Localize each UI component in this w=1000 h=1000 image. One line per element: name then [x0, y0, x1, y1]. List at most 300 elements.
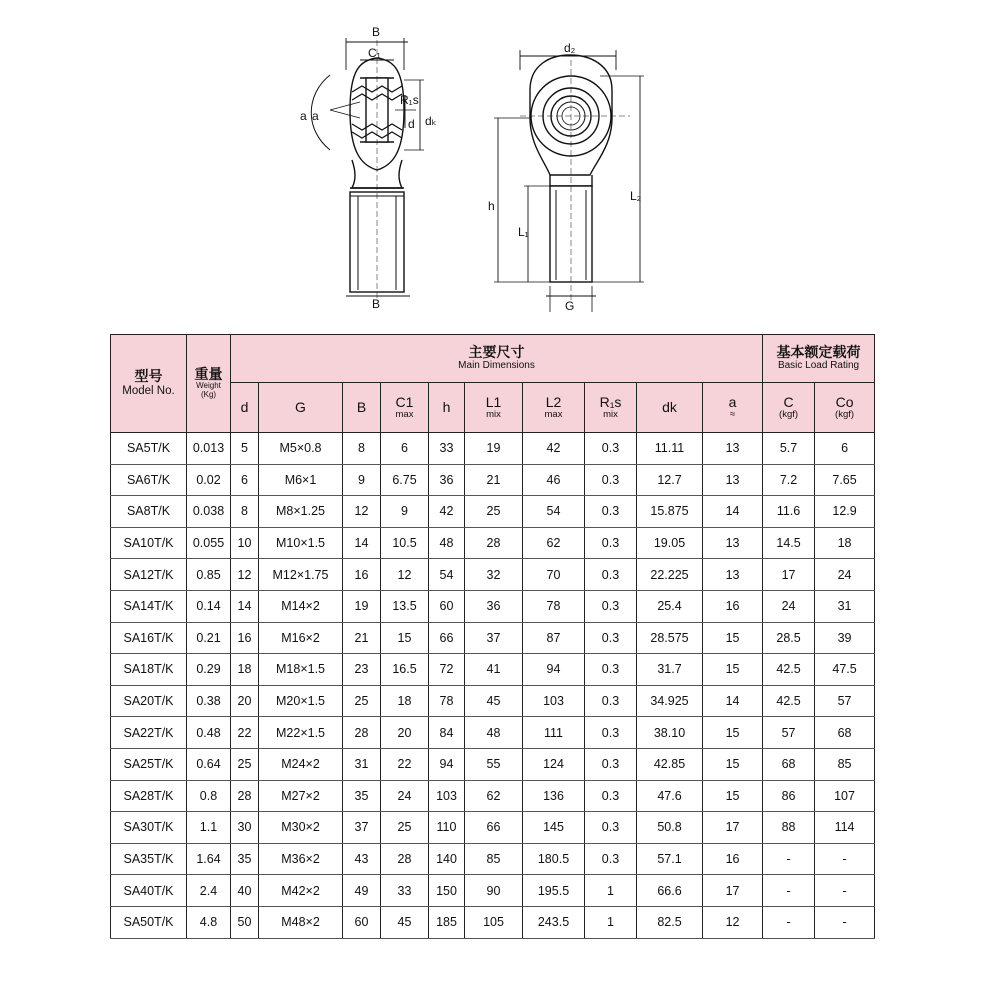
col-header-label: Co — [835, 394, 854, 411]
table-row — [111, 780, 875, 812]
cell-weight: 2.4 — [187, 875, 231, 907]
cell-model: SA5T/K — [111, 433, 187, 465]
cell-c1: 28 — [381, 843, 429, 875]
cell-model: SA10T/K — [111, 527, 187, 559]
cell-co: 7.65 — [815, 464, 875, 496]
cell-c: 11.6 — [763, 496, 815, 528]
cell-d: 50 — [231, 906, 259, 938]
cell-model: SA12T/K — [111, 559, 187, 591]
technical-drawings — [0, 0, 1000, 330]
col-header-label: C1 — [395, 394, 414, 411]
cell-g: M48×2 — [259, 906, 343, 938]
label-B-bottom: B — [372, 297, 381, 311]
cell-g: M12×1.75 — [259, 559, 343, 591]
cell-l2: 87 — [523, 622, 585, 654]
table-row — [111, 654, 875, 686]
cell-d: 8 — [231, 496, 259, 528]
label-h: h — [488, 199, 495, 213]
col-header-label: h — [442, 399, 451, 416]
cell-b: 28 — [343, 717, 381, 749]
table-row — [111, 875, 875, 907]
cell-r1s: 0.3 — [585, 685, 637, 717]
col-header-g — [259, 383, 343, 433]
cell-b: 21 — [343, 622, 381, 654]
cell-h: 48 — [429, 527, 465, 559]
header-load-zh: 基本额定载荷 — [776, 344, 861, 361]
cell-r1s: 0.3 — [585, 496, 637, 528]
cell-c1: 33 — [381, 875, 429, 907]
cell-l1: 62 — [465, 780, 523, 812]
cell-c: - — [763, 875, 815, 907]
cell-weight: 0.85 — [187, 559, 231, 591]
cell-r1s: 0.3 — [585, 433, 637, 465]
cell-c1: 13.5 — [381, 590, 429, 622]
cell-r1s: 0.3 — [585, 812, 637, 844]
cell-d: 35 — [231, 843, 259, 875]
cell-l1: 48 — [465, 717, 523, 749]
cell-l1: 45 — [465, 685, 523, 717]
cell-co: 114 — [815, 812, 875, 844]
cell-r1s: 0.3 — [585, 843, 637, 875]
cell-weight: 0.14 — [187, 590, 231, 622]
cell-weight: 0.21 — [187, 622, 231, 654]
cell-c1: 9 — [381, 496, 429, 528]
cell-h: 140 — [429, 843, 465, 875]
cell-b: 19 — [343, 590, 381, 622]
header-main-dimensions — [231, 335, 763, 383]
cell-dk: 42.85 — [637, 748, 703, 780]
table-row — [111, 527, 875, 559]
col-header-label: L1 — [485, 394, 502, 411]
side-view-drawing — [311, 38, 424, 300]
header-model-zh: 型号 — [134, 369, 163, 386]
cell-l2: 145 — [523, 812, 585, 844]
col-header-sublabel: mix — [603, 409, 618, 421]
cell-c1: 12 — [381, 559, 429, 591]
table-row — [111, 906, 875, 938]
cell-a: 13 — [703, 433, 763, 465]
cell-l1: 19 — [465, 433, 523, 465]
col-header-sublabel: max — [395, 409, 414, 421]
cell-l1: 25 — [465, 496, 523, 528]
header-model — [111, 335, 187, 433]
cell-d: 12 — [231, 559, 259, 591]
cell-model: SA14T/K — [111, 590, 187, 622]
front-view-drawing — [494, 50, 644, 312]
spec-table-body — [111, 433, 875, 939]
col-header-c — [763, 383, 815, 433]
table-row — [111, 622, 875, 654]
cell-c1: 45 — [381, 906, 429, 938]
cell-dk: 66.6 — [637, 875, 703, 907]
cell-d: 40 — [231, 875, 259, 907]
cell-c: 5.7 — [763, 433, 815, 465]
col-header-label: B — [356, 399, 367, 416]
table-row — [111, 685, 875, 717]
cell-a: 15 — [703, 654, 763, 686]
label-R1s: R₁s — [400, 93, 419, 107]
cell-co: 18 — [815, 527, 875, 559]
cell-weight: 1.64 — [187, 843, 231, 875]
cell-b: 16 — [343, 559, 381, 591]
label-a2: a — [312, 109, 319, 123]
cell-l2: 124 — [523, 748, 585, 780]
cell-dk: 50.8 — [637, 812, 703, 844]
col-header-l1 — [465, 383, 523, 433]
cell-a: 15 — [703, 622, 763, 654]
cell-model: SA18T/K — [111, 654, 187, 686]
cell-l2: 54 — [523, 496, 585, 528]
label-B-top: B — [372, 25, 381, 39]
cell-co: 57 — [815, 685, 875, 717]
cell-d: 14 — [231, 590, 259, 622]
cell-l1: 36 — [465, 590, 523, 622]
cell-weight: 0.013 — [187, 433, 231, 465]
table-row — [111, 812, 875, 844]
spec-table-container — [110, 334, 874, 939]
col-header-h — [429, 383, 465, 433]
col-header-sublabel: (kgf) — [779, 409, 799, 421]
cell-g: M6×1 — [259, 464, 343, 496]
col-header-label: C — [783, 394, 794, 411]
table-row — [111, 590, 875, 622]
col-header-r1s — [585, 383, 637, 433]
label-d2: d₂ — [564, 41, 576, 55]
col-header-b — [343, 383, 381, 433]
header-weight — [187, 335, 231, 433]
cell-c: 24 — [763, 590, 815, 622]
cell-l1: 105 — [465, 906, 523, 938]
cell-a: 15 — [703, 748, 763, 780]
label-d: d — [408, 117, 415, 131]
cell-l2: 103 — [523, 685, 585, 717]
table-row — [111, 464, 875, 496]
header-main-en: Main Dimensions — [458, 359, 535, 371]
cell-dk: 47.6 — [637, 780, 703, 812]
cell-l2: 94 — [523, 654, 585, 686]
col-header-label: d — [240, 399, 249, 416]
cell-b: 31 — [343, 748, 381, 780]
cell-d: 10 — [231, 527, 259, 559]
cell-g: M42×2 — [259, 875, 343, 907]
cell-weight: 4.8 — [187, 906, 231, 938]
cell-co: 85 — [815, 748, 875, 780]
cell-c1: 15 — [381, 622, 429, 654]
cell-h: 60 — [429, 590, 465, 622]
cell-c: 42.5 — [763, 654, 815, 686]
col-header-label: G — [295, 399, 306, 416]
cell-l1: 41 — [465, 654, 523, 686]
cell-g: M10×1.5 — [259, 527, 343, 559]
table-row — [111, 748, 875, 780]
cell-a: 13 — [703, 527, 763, 559]
col-header-sublabel: mix — [486, 409, 501, 421]
col-header-l2 — [523, 383, 585, 433]
cell-c: 57 — [763, 717, 815, 749]
cell-h: 94 — [429, 748, 465, 780]
cell-d: 5 — [231, 433, 259, 465]
cell-r1s: 1 — [585, 875, 637, 907]
cell-l2: 195.5 — [523, 875, 585, 907]
col-header-sublabel: ≈ — [729, 409, 736, 421]
cell-b: 8 — [343, 433, 381, 465]
cell-dk: 82.5 — [637, 906, 703, 938]
table-row — [111, 433, 875, 465]
cell-dk: 38.10 — [637, 717, 703, 749]
header-weight-zh: 重量 — [194, 366, 223, 383]
cell-c1: 20 — [381, 717, 429, 749]
col-header-label: dk — [662, 399, 677, 416]
cell-g: M8×1.25 — [259, 496, 343, 528]
cell-d: 16 — [231, 622, 259, 654]
cell-h: 54 — [429, 559, 465, 591]
table-row — [111, 843, 875, 875]
header-load-rating — [763, 335, 875, 383]
cell-c1: 22 — [381, 748, 429, 780]
cell-c1: 6 — [381, 433, 429, 465]
cell-r1s: 1 — [585, 906, 637, 938]
cell-co: 39 — [815, 622, 875, 654]
cell-weight: 0.8 — [187, 780, 231, 812]
cell-c: - — [763, 906, 815, 938]
cell-l2: 111 — [523, 717, 585, 749]
cell-c: 28.5 — [763, 622, 815, 654]
cell-r1s: 0.3 — [585, 590, 637, 622]
cell-h: 110 — [429, 812, 465, 844]
cell-model: SA50T/K — [111, 906, 187, 938]
cell-l1: 21 — [465, 464, 523, 496]
cell-a: 14 — [703, 685, 763, 717]
cell-r1s: 0.3 — [585, 717, 637, 749]
cell-l2: 42 — [523, 433, 585, 465]
cell-co: 68 — [815, 717, 875, 749]
cell-l1: 55 — [465, 748, 523, 780]
cell-b: 25 — [343, 685, 381, 717]
cell-l2: 46 — [523, 464, 585, 496]
cell-a: 12 — [703, 906, 763, 938]
cell-a: 13 — [703, 559, 763, 591]
cell-c1: 25 — [381, 812, 429, 844]
cell-l1: 66 — [465, 812, 523, 844]
cell-g: M24×2 — [259, 748, 343, 780]
cell-dk: 34.925 — [637, 685, 703, 717]
cell-g: M16×2 — [259, 622, 343, 654]
cell-r1s: 0.3 — [585, 464, 637, 496]
col-header-d — [231, 383, 259, 433]
cell-c: - — [763, 843, 815, 875]
label-L1: L₁ — [518, 225, 529, 239]
cell-l1: 28 — [465, 527, 523, 559]
cell-a: 16 — [703, 843, 763, 875]
cell-a: 14 — [703, 496, 763, 528]
cell-c1: 24 — [381, 780, 429, 812]
cell-model: SA6T/K — [111, 464, 187, 496]
cell-model: SA28T/K — [111, 780, 187, 812]
cell-dk: 12.7 — [637, 464, 703, 496]
cell-b: 23 — [343, 654, 381, 686]
cell-co: 107 — [815, 780, 875, 812]
cell-dk: 15.875 — [637, 496, 703, 528]
cell-d: 28 — [231, 780, 259, 812]
cell-weight: 0.29 — [187, 654, 231, 686]
cell-g: M22×1.5 — [259, 717, 343, 749]
cell-b: 35 — [343, 780, 381, 812]
header-load-en: Basic Load Rating — [777, 359, 860, 371]
cell-dk: 57.1 — [637, 843, 703, 875]
cell-d: 30 — [231, 812, 259, 844]
cell-c: 17 — [763, 559, 815, 591]
cell-b: 43 — [343, 843, 381, 875]
cell-a: 17 — [703, 812, 763, 844]
cell-c: 86 — [763, 780, 815, 812]
cell-c1: 18 — [381, 685, 429, 717]
table-row — [111, 717, 875, 749]
cell-l2: 62 — [523, 527, 585, 559]
cell-h: 103 — [429, 780, 465, 812]
cell-g: M27×2 — [259, 780, 343, 812]
col-header-co — [815, 383, 875, 433]
cell-h: 42 — [429, 496, 465, 528]
cell-c: 68 — [763, 748, 815, 780]
cell-h: 72 — [429, 654, 465, 686]
col-header-label: R₁s — [599, 394, 622, 411]
cell-b: 60 — [343, 906, 381, 938]
cell-weight: 0.64 — [187, 748, 231, 780]
cell-a: 13 — [703, 464, 763, 496]
label-C1: C₁ — [368, 46, 381, 60]
cell-weight: 1.1 — [187, 812, 231, 844]
cell-co: 24 — [815, 559, 875, 591]
cell-b: 9 — [343, 464, 381, 496]
label-dk: dₖ — [425, 114, 437, 128]
cell-r1s: 0.3 — [585, 654, 637, 686]
spec-table — [110, 334, 875, 939]
cell-weight: 0.48 — [187, 717, 231, 749]
cell-g: M20×1.5 — [259, 685, 343, 717]
col-header-label: L2 — [545, 394, 562, 411]
cell-dk: 28.575 — [637, 622, 703, 654]
cell-r1s: 0.3 — [585, 622, 637, 654]
cell-weight: 0.038 — [187, 496, 231, 528]
cell-dk: 11.11 — [637, 433, 703, 465]
cell-g: M5×0.8 — [259, 433, 343, 465]
label-a1: a — [300, 109, 307, 123]
cell-a: 17 — [703, 875, 763, 907]
col-header-label: a — [728, 394, 737, 411]
cell-d: 18 — [231, 654, 259, 686]
cell-h: 33 — [429, 433, 465, 465]
col-header-a — [703, 383, 763, 433]
cell-h: 78 — [429, 685, 465, 717]
cell-weight: 0.38 — [187, 685, 231, 717]
cell-co: - — [815, 875, 875, 907]
cell-model: SA20T/K — [111, 685, 187, 717]
cell-co: 12.9 — [815, 496, 875, 528]
cell-h: 36 — [429, 464, 465, 496]
cell-h: 185 — [429, 906, 465, 938]
cell-model: SA30T/K — [111, 812, 187, 844]
cell-l2: 78 — [523, 590, 585, 622]
cell-b: 14 — [343, 527, 381, 559]
cell-model: SA35T/K — [111, 843, 187, 875]
header-main-zh: 主要尺寸 — [468, 344, 525, 361]
cell-l2: 136 — [523, 780, 585, 812]
cell-g: M30×2 — [259, 812, 343, 844]
cell-weight: 0.02 — [187, 464, 231, 496]
cell-b: 49 — [343, 875, 381, 907]
cell-co: 31 — [815, 590, 875, 622]
cell-c1: 6.75 — [381, 464, 429, 496]
cell-dk: 31.7 — [637, 654, 703, 686]
col-header-sublabel: max — [544, 409, 563, 421]
cell-model: SA25T/K — [111, 748, 187, 780]
cell-h: 66 — [429, 622, 465, 654]
cell-c: 7.2 — [763, 464, 815, 496]
header-weight-unit: (Kg) — [200, 389, 217, 399]
cell-b: 12 — [343, 496, 381, 528]
cell-co: - — [815, 906, 875, 938]
cell-c1: 16.5 — [381, 654, 429, 686]
cell-h: 150 — [429, 875, 465, 907]
rod-end-drawings-svg — [0, 0, 1000, 330]
cell-co: - — [815, 843, 875, 875]
cell-d: 6 — [231, 464, 259, 496]
col-header-dk — [637, 383, 703, 433]
cell-dk: 19.05 — [637, 527, 703, 559]
cell-h: 84 — [429, 717, 465, 749]
cell-r1s: 0.3 — [585, 527, 637, 559]
cell-l2: 70 — [523, 559, 585, 591]
cell-l1: 32 — [465, 559, 523, 591]
cell-c: 88 — [763, 812, 815, 844]
cell-l1: 37 — [465, 622, 523, 654]
cell-weight: 0.055 — [187, 527, 231, 559]
cell-b: 37 — [343, 812, 381, 844]
table-row — [111, 559, 875, 591]
cell-r1s: 0.3 — [585, 780, 637, 812]
cell-c1: 10.5 — [381, 527, 429, 559]
cell-g: M18×1.5 — [259, 654, 343, 686]
cell-r1s: 0.3 — [585, 748, 637, 780]
cell-d: 22 — [231, 717, 259, 749]
cell-d: 20 — [231, 685, 259, 717]
cell-dk: 25.4 — [637, 590, 703, 622]
cell-model: SA16T/K — [111, 622, 187, 654]
cell-l1: 90 — [465, 875, 523, 907]
label-G: G — [565, 299, 575, 313]
cell-co: 47.5 — [815, 654, 875, 686]
label-L2: L₂ — [630, 189, 642, 203]
cell-model: SA22T/K — [111, 717, 187, 749]
cell-l2: 243.5 — [523, 906, 585, 938]
cell-model: SA8T/K — [111, 496, 187, 528]
header-model-en: Model No. — [122, 384, 175, 397]
col-header-sublabel: (kgf) — [835, 409, 855, 421]
cell-c: 42.5 — [763, 685, 815, 717]
cell-dk: 22.225 — [637, 559, 703, 591]
cell-c: 14.5 — [763, 527, 815, 559]
cell-a: 15 — [703, 780, 763, 812]
cell-co: 6 — [815, 433, 875, 465]
col-header-c1 — [381, 383, 429, 433]
cell-d: 25 — [231, 748, 259, 780]
header-weight-en: Weight — [196, 381, 221, 391]
cell-a: 16 — [703, 590, 763, 622]
cell-g: M36×2 — [259, 843, 343, 875]
cell-model: SA40T/K — [111, 875, 187, 907]
cell-r1s: 0.3 — [585, 559, 637, 591]
cell-a: 15 — [703, 717, 763, 749]
